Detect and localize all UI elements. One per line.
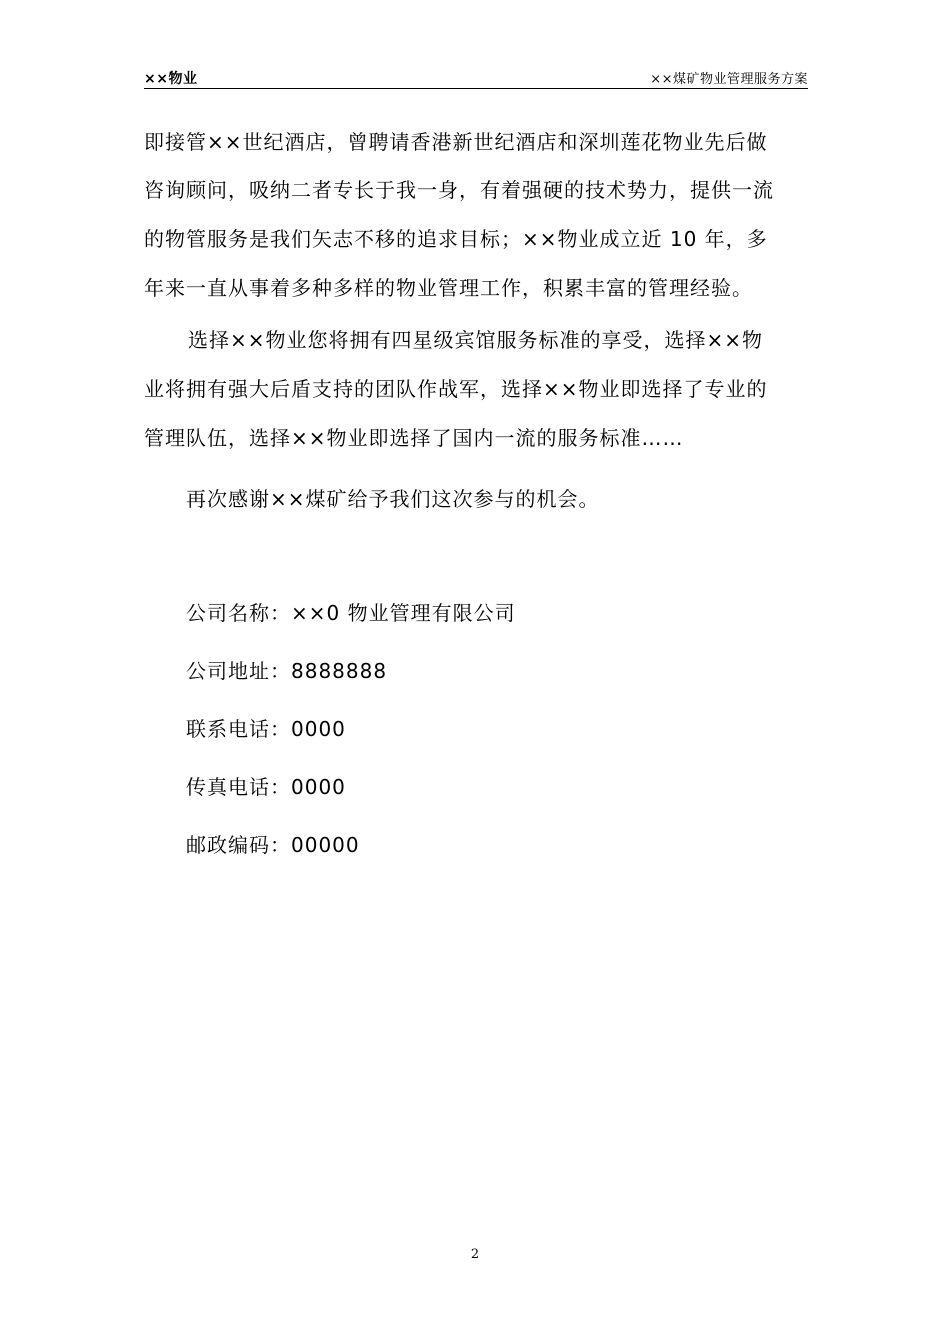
- postal-code: 邮政编码：00000: [186, 833, 360, 857]
- paragraph-2-line-3: 管理队伍，选择××物业即选择了国内一流的服务标准……: [144, 426, 684, 450]
- paragraph-2-line-2: 业将拥有强大后盾支持的团队作战军，选择××物业即选择了专业的: [144, 377, 768, 401]
- header-document-title: ××煤矿物业管理服务方案: [650, 72, 808, 87]
- page-header: [144, 66, 808, 89]
- fax-number: 传真电话：0000: [186, 775, 346, 799]
- company-name: 公司名称：××0 物业管理有限公司: [186, 601, 516, 625]
- contact-phone: 联系电话：0000: [186, 717, 346, 741]
- paragraph-1-line-1: 即接管××世纪酒店，曾聘请香港新世纪酒店和深圳莲花物业先后做: [144, 130, 768, 154]
- thanks-line: 再次感谢××煤矿给予我们这次参与的机会。: [186, 487, 600, 511]
- company-address: 公司地址：8888888: [186, 659, 388, 683]
- paragraph-2-line-1: 选择××物业您将拥有四星级宾馆服务标准的享受，选择××物: [188, 328, 764, 352]
- page-number: 2: [470, 1247, 480, 1262]
- header-company: ××物业: [144, 71, 198, 87]
- paragraph-1-line-3: 的物管服务是我们矢志不移的追求目标；××物业成立近 10 年，多: [144, 227, 768, 251]
- paragraph-1-line-4: 年来一直从事着多种多样的物业管理工作，积累丰富的管理经验。: [144, 276, 753, 300]
- paragraph-1-line-2: 咨询顾问，吸纳二者专长于我一身，有着强硬的技术势力，提供一流: [144, 178, 774, 202]
